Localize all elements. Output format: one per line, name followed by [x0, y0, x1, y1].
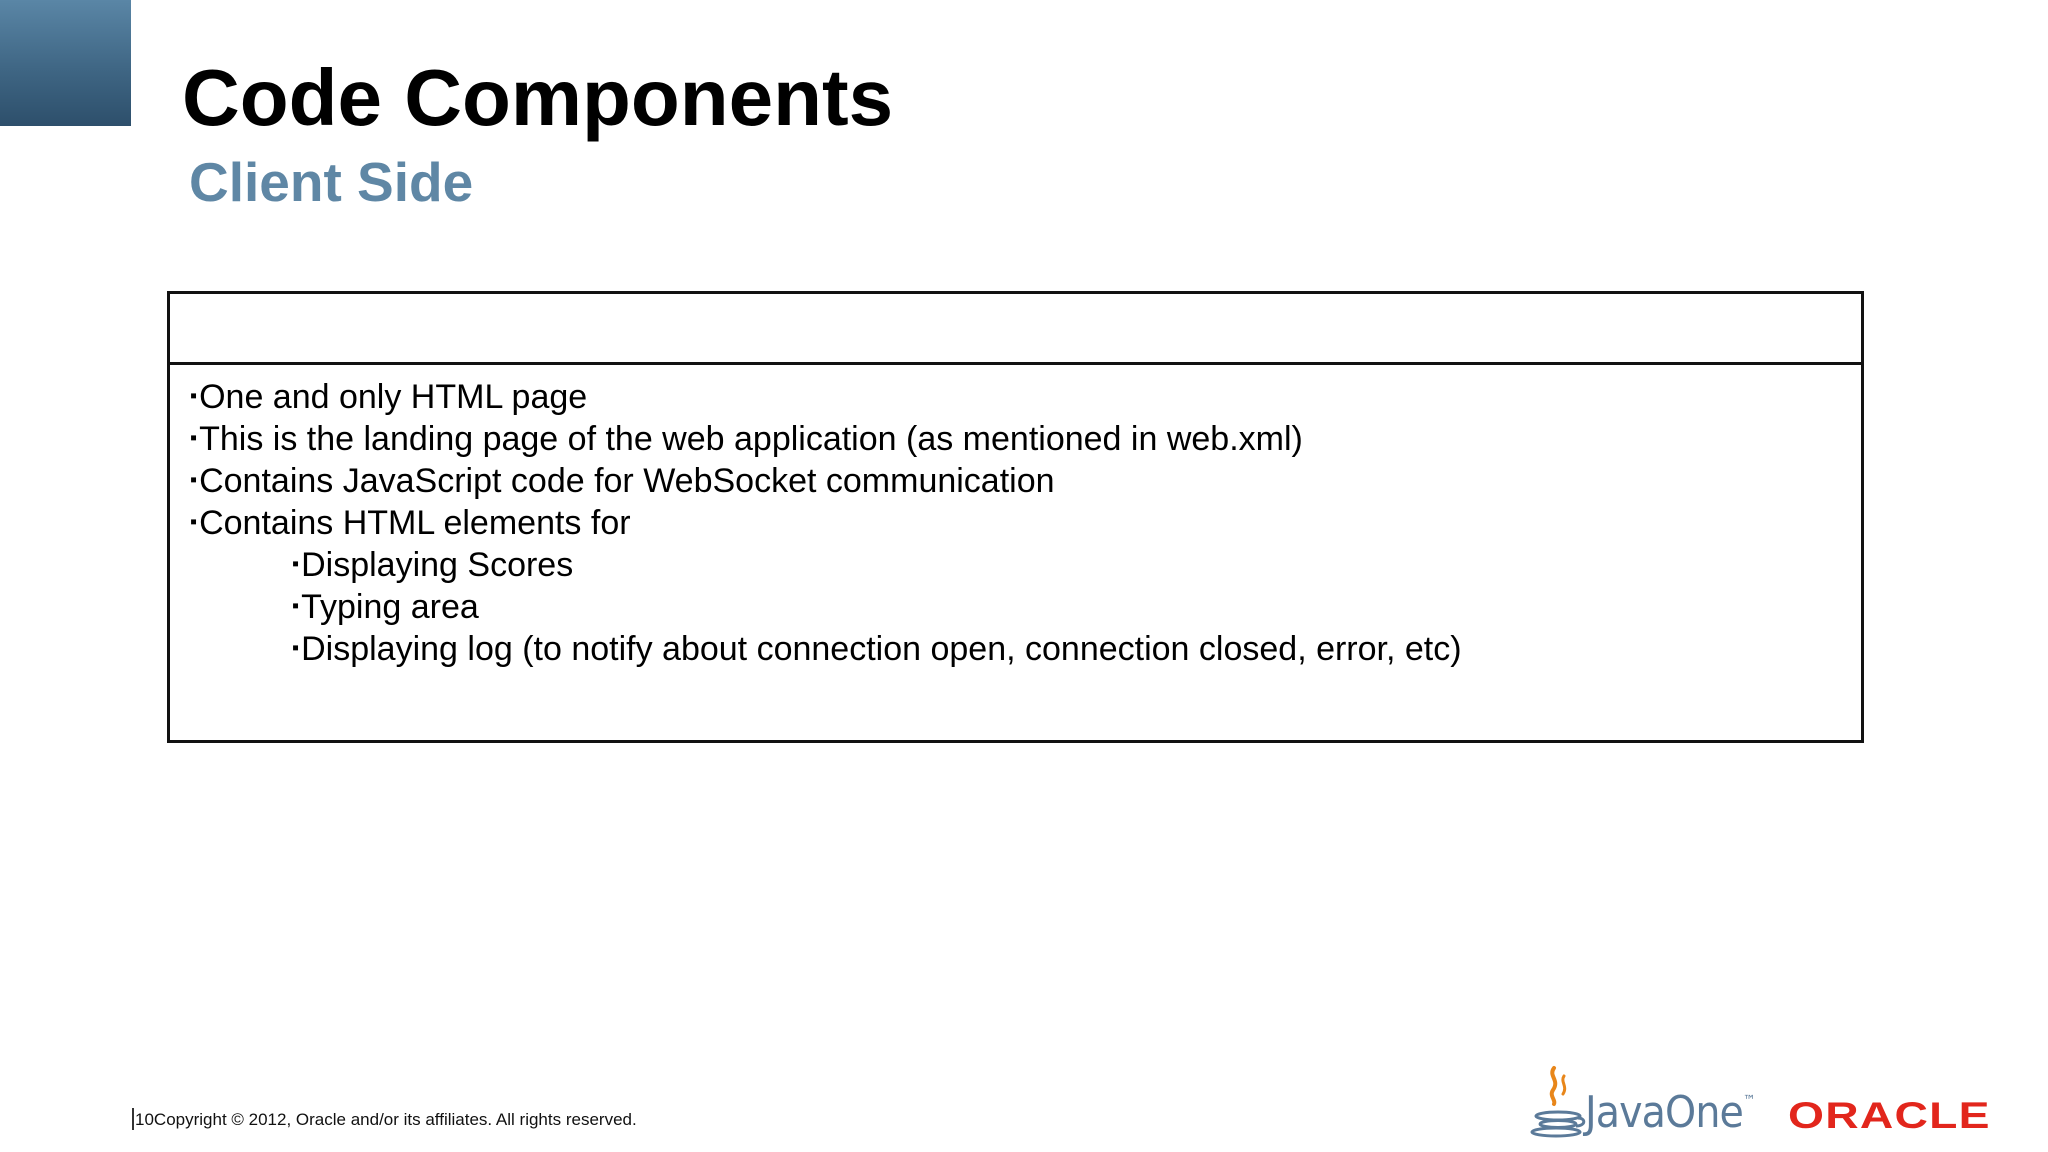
bullet-marker: ▪	[190, 385, 198, 407]
list-item-text: Displaying Scores	[301, 546, 574, 584]
bullet-list	[170, 365, 1861, 670]
bullet-marker: ▪	[292, 553, 300, 575]
list-item-text: This is the landing page of the web application (as mentioned in web.xml)	[199, 420, 1303, 458]
sub-list-item	[190, 628, 1861, 670]
content-box-header	[170, 294, 1861, 365]
list-item	[190, 418, 1861, 460]
slide-title: Code Components	[182, 53, 894, 142]
page-number: 10	[135, 1110, 154, 1129]
bullet-marker: ▪	[292, 637, 300, 659]
javaone-logo-text: JavaOne	[1585, 1087, 1743, 1138]
list-item	[190, 502, 1861, 544]
list-item-text: One and only HTML page	[199, 378, 588, 416]
oracle-logo: ORACLE	[1788, 1095, 1991, 1136]
slide-footer	[132, 1108, 637, 1130]
list-item	[190, 460, 1861, 502]
list-item-text: Typing area	[301, 588, 479, 626]
list-item-text: Displaying log (to notify about connection open, connection closed, error, etc)	[301, 630, 1462, 668]
bullet-marker: ▪	[190, 469, 198, 491]
bullet-marker: ▪	[292, 595, 300, 617]
copyright-text: Copyright © 2012, Oracle and/or its affiliates. All rights reserved.	[153, 1110, 637, 1129]
bullet-marker: ▪	[190, 427, 198, 449]
bullet-marker: ▪	[190, 511, 198, 533]
footer-divider	[132, 1108, 134, 1130]
trademark-mark: ™	[1742, 1093, 1755, 1109]
sub-list-item	[190, 586, 1861, 628]
corner-accent-block	[0, 0, 131, 126]
content-box	[167, 291, 1864, 743]
list-item-text: Contains JavaScript code for WebSocket communication	[199, 462, 1055, 500]
slide-subtitle: Client Side	[189, 151, 474, 213]
javaone-logo	[1585, 1087, 1755, 1138]
sub-list-item	[190, 544, 1861, 586]
list-item	[190, 376, 1861, 418]
list-item-text: Contains HTML elements for	[199, 504, 631, 542]
